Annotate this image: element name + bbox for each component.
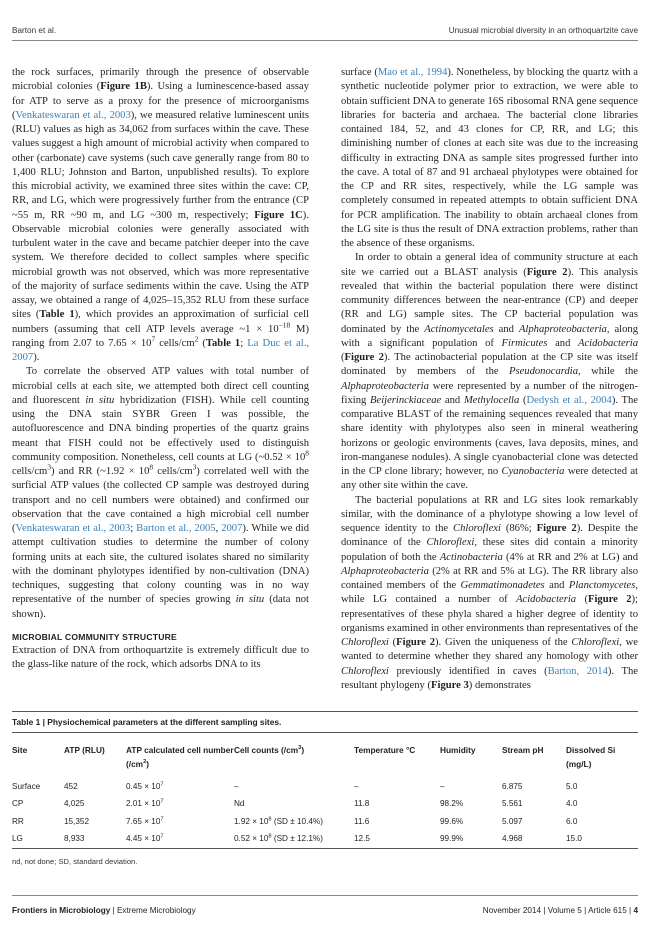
- paragraph: The bacterial populations at RR and LG sites look remarkably similar, with the dominance of a phylotype showing a low level of sequence identity to the Chloroflexi (86%; Figure 2). Despite the dominance of the Chloroflexi, these sites did contain a minority population of both the Actinobacteria (4% at RR and 2% at LG) and Alphaproteobacteria (2% at RR and 5% at LG). The RR library also contained members of the Gemmatimonadetes and Planctomycetes, while LG contained a number of Acidobacteria (Figure 2); representatives of these phyla shared a higher degree of identity to organisms examined in other environments than representatives of the Chloroflexi (Figure 2). Given the uniqueness of the Chloroflexi, we wanted to determine whether they shared any homology with other Chloroflexi previously identified in caves (Barton, 2014). The resultant phylogeny (Figure 3) demonstrates: [341, 494, 639, 691]
- header-authors: Barton et al.: [12, 26, 57, 35]
- table-cell: $2.01 \times 10^7$: [126, 798, 164, 809]
- table-cell: $4.45 \times 10^7$: [126, 833, 164, 844]
- page-number: 4: [633, 906, 638, 915]
- italic-term: Alphaproteobacteria: [341, 380, 429, 392]
- table-cell: Nd: [234, 799, 245, 809]
- table-body: [12, 778, 638, 848]
- table-cell: 6.875: [502, 782, 523, 791]
- italic-term: Gemmatimonadetes: [460, 580, 545, 591]
- journal-section: | Extreme Microbiology: [110, 906, 196, 915]
- citation-link[interactable]: Venkateswaran et al., 2003: [15, 523, 131, 534]
- table-bottom-rule: [12, 848, 638, 849]
- italic-term: Alphaproteobacteria: [341, 565, 429, 577]
- bold-reference: Figure 3: [431, 679, 469, 691]
- right-column: [341, 66, 638, 693]
- italic-term: Cyanobacteria: [501, 466, 565, 477]
- italic-term: Beijerinckiaceae: [370, 394, 442, 406]
- table-caption-label: Table 1 |: [12, 717, 45, 727]
- paragraph: To correlate the observed ATP values with total number of microbial cells at each site, we attempted both direct cell counting and fluorescent in situ hybridization (FISH). While cell counting using the DNA stain SYBR Green I was possible, the autofluorescence and DNA binding properties of the quartz grains meant that FISH could not be effectively used to distinguish community composition. Nonetheless, cell counts at LG (~0.52 × $10^8$ cells/$cm^3$) and RR (~1.92 × $10^8$ cells/$cm^3$) correlated well with the surficial ATP values (the collected CP sample was destroyed during transport and no cell numbers were obtained) and confirmed our observation that the cave contained a high microbial cell number (Venkateswaran et al., 2003; Barton et al., 2005, 2007). While we did attempt cultivation studies to determine the number of colony forming units at each site, the cultured isolates shared no similarity with the dominant phylotypes identified by non-cultivation (DNA) techniques, suggesting that colony counting was in no way representative of the number of species growing in situ (data not shown).: [12, 366, 310, 620]
- bold-reference: Table 1: [205, 337, 241, 349]
- table-row: [12, 778, 638, 795]
- column-header: Humidity: [440, 745, 476, 755]
- citation-link[interactable]: Venkateswaran et al., 2003: [15, 109, 131, 121]
- column-header: Site: [12, 745, 28, 755]
- italic-term: Alphaproteobacteria: [518, 323, 607, 335]
- column-header: Dissolved Si (mg/L): [566, 745, 616, 769]
- superscript: 3: [298, 745, 302, 752]
- italic-term: Chloroflexi: [426, 537, 475, 549]
- italic-term: Chloroflexi: [571, 637, 620, 648]
- table-cell: 6.0: [566, 816, 578, 826]
- issue-info: November 2014 | Volume 5 | Article 615 |: [482, 906, 634, 915]
- header-short-title: Unusual microbial diversity in an orthoquartzite cave: [448, 26, 638, 35]
- citation-link[interactable]: Barton, 2014: [547, 665, 608, 677]
- table-cell: –: [354, 782, 359, 791]
- italic-term: Chloroflexi: [453, 523, 501, 534]
- table-1: [12, 711, 638, 866]
- italic-term: Actinobacteria: [439, 551, 503, 563]
- table-caption-text: Physiochemical parameters at the different sampling sites.: [44, 717, 282, 727]
- bold-reference: Figure 2: [526, 266, 568, 278]
- italic-term: Acidobacteria: [516, 594, 577, 606]
- citation-link[interactable]: Dedysh et al., 2004: [526, 394, 612, 406]
- column-header: Cell counts $(/cm^3)$: [234, 745, 305, 755]
- table-cell: –: [440, 782, 445, 791]
- superscript: −18: [278, 319, 291, 329]
- superscript: 7: [151, 334, 156, 344]
- italic-term: Methylocella: [463, 394, 520, 406]
- journal-name: Frontiers in Microbiology: [12, 906, 111, 915]
- bold-reference: Figure 2: [396, 637, 436, 648]
- table-footnote: nd, not done; SD, standard deviation.: [12, 856, 138, 866]
- superscript: 2: [194, 334, 199, 344]
- table-cell: 98.2%: [440, 799, 464, 809]
- table-cell: –: [234, 782, 239, 791]
- table-cell: 15,352: [64, 816, 90, 826]
- italic-term: Chloroflexi: [341, 665, 389, 677]
- table-cell: 11.6: [354, 816, 370, 826]
- paragraph: the rock surfaces, primarily through the presence of observable microbial colonies (Figure 1B). Using a luminescence-based assay for ATP to serve as a proxy for the presence of microorganisms (Venkateswaran et al., 2003), we measured relative luminescent units (RLU) values as high as 34,062 from surfaces within the cave. These values suggest a high amount of microbial activity when compared to other (carbonate) cave systems (such cave generally range from 80 to 1,400 RLU; Johnston and Barton, unpublished results). To explore this microbial activity, we examined three sites within the cave: CP, RR, and LG, which were progressively further from the entrance (CP ~55 m, RR ~90 m, and LG ~300 m, respectively; Figure 1C). Observable microbial colonies were generally associated with turbulent water in the cave and became patchier deeper into the cave system. We therefore decided to collect samples where specific microbial growth was not observed, which was more representative of the majority of surface sediments within the cave. Using the ATP assay, we obtained a range of 4,025–15,352 RLU from these surface sites (Table 1), which provides an approximation of surficial cell numbers (assuming that cell ATP levels average ~1 × $10^{-18}$ M) ranging from 2.07 to $7.65 \times 10^7$ cells/$cm^2$ (Table 1; La Duc et al., 2007).: [12, 67, 310, 363]
- data-table: [12, 733, 638, 848]
- citation-link[interactable]: Barton et al., 2005: [136, 523, 216, 534]
- table-cell: 4.0: [566, 799, 578, 809]
- table-row: [12, 795, 638, 812]
- table-cell: CP: [12, 799, 24, 809]
- bold-reference: Figure 2: [588, 594, 632, 606]
- table-cell: $7.65 \times 10^7$: [126, 816, 164, 826]
- table-cell: RR: [12, 816, 24, 826]
- superscript: 3: [192, 462, 197, 472]
- table-cell: 4,025: [64, 799, 85, 809]
- italic-term: in situ: [235, 594, 265, 606]
- table-cell: 5.561: [502, 799, 523, 809]
- table-cell: 11.8: [354, 799, 370, 809]
- superscript: 8: [305, 448, 309, 458]
- superscript: 3: [47, 462, 52, 472]
- superscript: 7: [160, 781, 164, 788]
- italic-term: Planctomycetes: [568, 580, 636, 591]
- italic-term: Firmicutes: [501, 337, 548, 349]
- italic-term: in situ: [85, 394, 115, 406]
- section-heading: MICROBIAL COMMUNITY STRUCTURE: [12, 631, 177, 642]
- table-header-row: [12, 733, 638, 778]
- italic-term: Acidobacteria: [578, 337, 639, 349]
- header-divider: [12, 40, 638, 41]
- italic-term: Actinomycetales: [424, 323, 494, 335]
- paragraph: In order to obtain a general idea of community structure at each site we carried out a BLAST analysis (Figure 2). This analysis revealed that within the bacterial population there were distinct community differences between the near-entrance (CP) and deeper (RR and LG) sample sites. The CP bacterial population was dominated by the Actinomycetales and Alphaproteobacteria, along with a significant population of Firmicutes and Acidobacteria (Figure 2). The actinobacterial population at the CP site was itself dominated by members of the Pseudonocardia, while the Alphaproteobacteria were represented by a number of the nitrogen-fixing Beijerinckiaceae and Methylocella (Dedysh et al., 2004). The comparative BLAST of the remaining sequences revealed that many share identity with phylotypes also seen in mineral weathering horizons or geologic environments (caves, lava deposits, mines, and iron-manganese nodules). A single cyanobacterial clone was detected in the CP clone library; however, no Cyanobacteria were detected at any other site within the cave.: [341, 252, 639, 492]
- bold-reference: Figure 2: [344, 352, 384, 363]
- table-row: [12, 830, 638, 847]
- column-header: ATP calculated cell number $(/cm^2)$: [126, 745, 234, 769]
- paragraph: surface (Mao et al., 1994). Nonetheless, by blocking the quartz with a synthetic nucleotide polymer prior to extraction, we were able to obtain sufficient DNA to generate 16S ribosomal RNA gene sequence libraries for bacteria and archaea. The bacterial clone libraries contained 184, 52, and 43 clones for CP, RR, and LG; this diminishing number of clones at each site was due to the increasing difficulty in extracting DNA as sample sites progressed further into the cave. A total of 87 and 91 archaeal phylotypes were obtained for the CP and RR sites, respectively, while the LG sample was completely consumed in repeated attempts to obtain sufficient DNA for PCR amplification. The inability to obtain archaeal clones from the LG site is thus the result of DNA extraction problems, rather than the absence of these organisms.: [341, 67, 639, 249]
- table-cell: 5.0: [566, 782, 578, 791]
- table-cell: $0.45 \times 10^7$: [126, 781, 164, 791]
- table-cell: $1.92 \times 10^8$ (SD ± 10.4%): [234, 816, 323, 826]
- table-cell: 8,933: [64, 834, 85, 844]
- table-caption: [12, 712, 638, 732]
- footer-journal: [12, 906, 196, 915]
- table-cell: Surface: [12, 782, 41, 791]
- footer-issue: [483, 906, 638, 915]
- table-cell: $0.52 \times 10^8$ (SD ± 12.1%): [234, 833, 323, 844]
- table-cell: LG: [12, 834, 23, 844]
- left-column: [12, 66, 309, 672]
- superscript: 7: [160, 798, 164, 805]
- column-header: ATP (RLU): [64, 745, 105, 755]
- table-cell: 99.9%: [440, 834, 464, 844]
- table-cell: 15.0: [566, 834, 582, 844]
- bold-reference: Figure 1C: [254, 209, 303, 221]
- superscript: 8: [149, 462, 154, 472]
- table-row: [12, 813, 638, 830]
- bold-reference: Table 1: [39, 309, 75, 321]
- superscript: 8: [268, 833, 272, 840]
- column-header: Stream pH: [502, 745, 544, 755]
- bold-reference: Figure 1B: [100, 81, 147, 93]
- citation-link[interactable]: La Duc et al., 2007: [12, 337, 309, 363]
- table-cell: 452: [64, 782, 78, 791]
- column-header: Temperature °C: [354, 745, 416, 755]
- bold-reference: Figure 2: [536, 523, 577, 534]
- paragraph: Extraction of DNA from orthoquartzite is extremely difficult due to the glass-like nature of the rock, which adsorbs DNA to its: [12, 644, 309, 670]
- footer-divider: [12, 895, 638, 896]
- superscript: 7: [160, 833, 164, 840]
- superscript: 7: [160, 816, 164, 823]
- table-cell: 99.6%: [440, 816, 464, 826]
- running-header: [12, 26, 638, 40]
- superscript: 2: [143, 759, 147, 766]
- superscript: 8: [268, 816, 272, 823]
- italic-term: Pseudonocardia: [508, 366, 579, 378]
- citation-link[interactable]: 2007: [221, 523, 243, 534]
- table-cell: 5.097: [502, 816, 523, 826]
- table-cell: 12.5: [354, 834, 370, 844]
- table-cell: 4.968: [502, 834, 523, 844]
- italic-term: Chloroflexi: [341, 637, 389, 648]
- citation-link[interactable]: Mao et al., 1994: [377, 67, 448, 78]
